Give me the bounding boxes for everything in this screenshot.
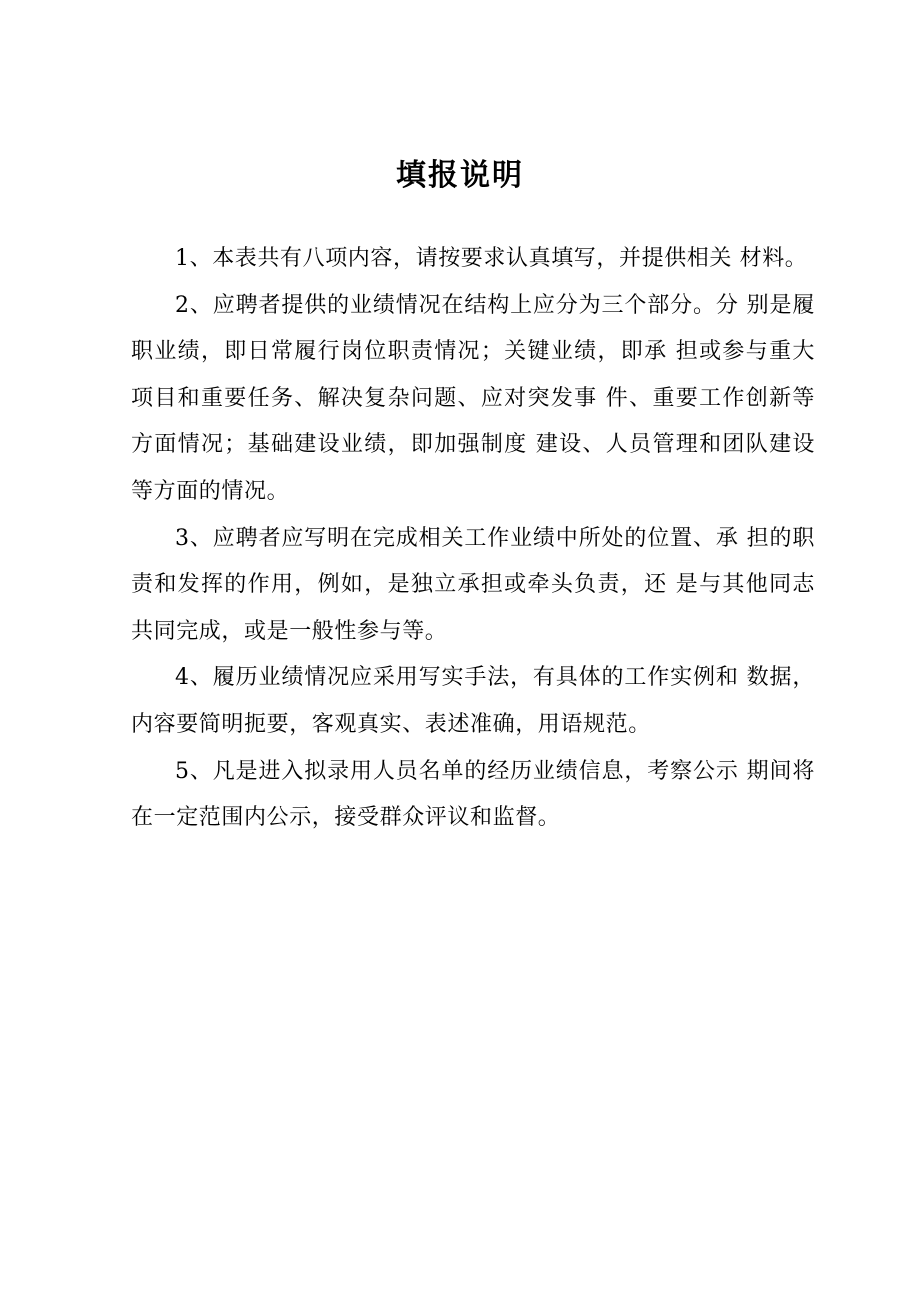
page-title: 填报说明 xyxy=(396,158,524,193)
instruction-paragraph-3: 3、应聘者应写明在完成相关工作业绩中所处的位置、承 担的职责和发挥的作用，例如，是独立承担或牵头负责，还 是与其他同志共同完成，或是一般性参与等。 xyxy=(131,525,815,644)
instruction-paragraph-4: 4、履历业绩情况应采用写实手法，有具体的工作实例和 数据，内容要简明扼要，客观真实、表述准确，用语规范。 xyxy=(131,665,815,737)
instruction-paragraph-1: 1、本表共有八项内容，请按要求认真填写，并提供相关 材料。 xyxy=(175,246,808,271)
instruction-paragraph-2: 2、应聘者提供的业绩情况在结构上应分为三个部分。分 别是履职业绩，即日常履行岗位职责情况；关键业绩，即承 担或参与重大项目和重要任务、解决复杂问题、应对突发事 件、重要工作创新等方面情况；基础建设业绩，即加强制度 建设、人员管理和团队建设等方面的情况。 xyxy=(131,292,815,504)
instruction-paragraph-5: 5、凡是进入拟录用人员名单的经历业绩信息，考察公示 期间将在一定范围内公示，接受群众评议和监督。 xyxy=(131,758,815,831)
instructions-body xyxy=(131,236,815,842)
